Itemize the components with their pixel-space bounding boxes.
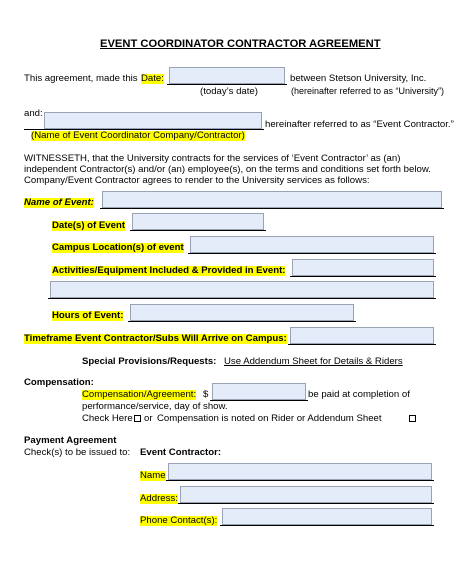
and-label: and: <box>24 108 43 119</box>
between-text: between Stetson University, Inc. <box>290 73 427 84</box>
payee-name-underline <box>166 480 434 481</box>
compensation-agreement-label: Compensation/Agreement: <box>82 389 197 400</box>
hereinafter-university-text: (hereinafter referred to as “University”) <box>291 86 445 96</box>
activities-underline <box>290 276 436 277</box>
hereinafter-contractor-text: hereinafter referred to as “Event Contractor.” <box>265 119 454 130</box>
dates-of-event-underline <box>130 230 266 231</box>
noted-on-rider-text: Compensation is noted on Rider or Addendum Sheet <box>157 413 382 424</box>
checks-issued-to-label: Check(s) to be issued to: <box>24 447 131 458</box>
paid-at-completion-text: be paid at completion of <box>308 389 410 400</box>
todays-date-note: (today’s date) <box>200 86 258 97</box>
witnesseth-line-1: WITNESSETH, that the University contracts for the services of ‘Event Contractor’ as (an) <box>24 153 401 164</box>
dates-of-event-label: Date(s) of Event <box>52 220 126 231</box>
dates-of-event-field[interactable] <box>132 213 264 230</box>
hours-of-event-field[interactable] <box>130 304 354 321</box>
hours-of-event-label: Hours of Event: <box>52 310 124 321</box>
date-label: Date: <box>141 73 164 84</box>
noted-on-rider-checkbox[interactable] <box>409 415 416 422</box>
compensation-heading: Compensation: <box>24 377 94 388</box>
payment-agreement-heading: Payment Agreement <box>24 435 117 446</box>
campus-locations-field[interactable] <box>190 236 434 253</box>
payee-address-underline <box>178 503 434 504</box>
payee-phone-field[interactable] <box>222 508 432 525</box>
or-text: or <box>144 413 153 424</box>
campus-locations-label: Campus Location(s) of event <box>52 242 184 253</box>
activities-label: Activities/Equipment Included & Provided in Event: <box>52 265 286 276</box>
performance-text: performance/service, day of show. <box>82 401 228 412</box>
date-underline <box>167 84 287 85</box>
check-here-checkbox[interactable] <box>134 415 141 422</box>
name-of-event-underline <box>100 208 444 209</box>
activities-field[interactable] <box>292 259 434 276</box>
payee-address-field[interactable] <box>180 486 432 503</box>
compensation-amount-field[interactable] <box>212 383 306 400</box>
activities-field-2[interactable] <box>50 281 434 298</box>
witnesseth-line-2: independent Contractor(s) and/or (an) employee(s), on the terms and conditions set forth below. <box>24 164 431 175</box>
payee-name-label: Name <box>140 470 166 481</box>
payee-address-label: Address: <box>140 493 178 504</box>
agreement-date-field[interactable] <box>169 67 285 84</box>
company-name-field[interactable] <box>44 112 262 129</box>
campus-locations-underline <box>188 253 436 254</box>
check-here-label: Check Here <box>82 413 133 424</box>
payee-phone-label: Phone Contact(s): <box>140 515 218 526</box>
witnesseth-line-3: Company/Event Contractor agrees to render to the University services as follows: <box>24 175 370 186</box>
document-title: EVENT COORDINATOR CONTRACTOR AGREEMENT <box>100 38 381 50</box>
name-of-event-label: Name of Event: <box>24 197 94 208</box>
company-name-note: (Name of Event Coordinator Company/Contractor) <box>31 130 245 141</box>
hours-of-event-underline <box>128 321 356 322</box>
currency-symbol: $ <box>203 389 209 400</box>
timeframe-label: Timeframe Event Contractor/Subs Will Arrive on Campus: <box>24 333 287 344</box>
agreement-made-text: This agreement, made this <box>24 73 138 84</box>
activities-underline-2 <box>48 298 436 299</box>
name-of-event-field[interactable] <box>102 191 442 208</box>
payee-name-field[interactable] <box>168 463 432 480</box>
special-provisions-label: Special Provisions/Requests: <box>82 356 217 367</box>
addendum-sheet-link[interactable]: Use Addendum Sheet for Details & Riders <box>224 356 403 367</box>
event-contractor-label: Event Contractor: <box>140 447 222 458</box>
timeframe-underline <box>288 344 436 345</box>
timeframe-field[interactable] <box>290 327 434 344</box>
payee-phone-underline <box>220 525 434 526</box>
